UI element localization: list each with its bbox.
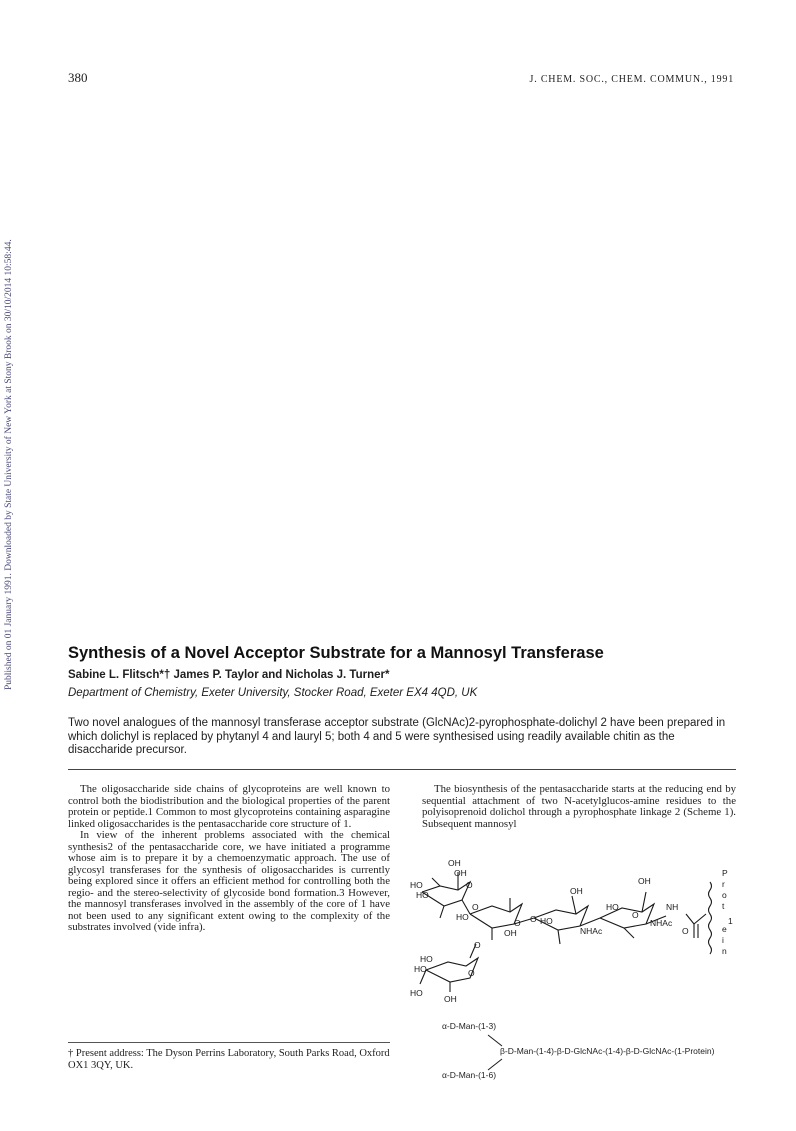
label-nhac: NHAc <box>580 926 603 936</box>
label-o: O <box>468 968 475 978</box>
protein-label <box>722 868 728 956</box>
page-number: 380 <box>68 70 88 85</box>
article-authors: Sabine L. Flitsch*† James P. Taylor and Nicholas J. Turner* <box>68 669 390 681</box>
article-abstract: Two novel analogues of the mannosyl transferase acceptor substrate (GlcNAc)2-pyrophosphate-dolichyl 2 have been prepared in which dolichyl is replaced by phytanyl 4 and lauryl 5; both 4 and 5 were synthesised using readily available chitin as the disaccharide precursor. <box>68 717 726 756</box>
label-oh: OH <box>454 868 467 878</box>
label-nhac: NHAc <box>650 918 673 928</box>
label-ho: HO <box>456 912 469 922</box>
label-ho: HO <box>410 880 423 890</box>
label-ho: HO <box>540 916 553 926</box>
label-ho: HO <box>420 954 433 964</box>
scheme-structure <box>410 852 740 1017</box>
label-oh: OH <box>638 876 651 886</box>
download-notice: Published on 01 January 1991. Downloaded by State University of New York at Stony Brook on 30/10/2014 10:58:44. <box>4 239 14 690</box>
label-oh: OH <box>448 858 461 868</box>
footnote: † Present address: The Dyson Perrins Laboratory, South Parks Road, Oxford OX1 3QY, UK. <box>68 1048 390 1071</box>
right-column <box>422 784 736 830</box>
label-oh: OH <box>444 994 457 1004</box>
label-o: O <box>466 880 473 890</box>
sequence-line-2: β-D-Man-(1-4)-β-D-GlcNAc-(1-4)-β-D-GlcNAc-(1-Protein) <box>500 1046 715 1056</box>
body-paragraph: In view of the inherent problems associated with the chemical synthesis2 of the pentasaccharide core, we have initiated a programme whose aim is to prepare it by a chemoenzymatic approach. The use of glycosyl transferases for the synthesis of oligosaccharides is currently being explored since it offers an efficient method for controlling both the regio- and the stereo-selectivity of glycoside bond formation.3 However, the mannosyl transferases involved in the assembly of the core of 1 have not been used to any significant extent owing to the complexity of the substrates involved (vide infra). <box>68 829 390 933</box>
sequence-line-1: α-D-Man-(1-3) <box>442 1021 497 1031</box>
compound-number: 1 <box>728 916 733 926</box>
protein-letter: e <box>722 924 727 934</box>
label-o: O <box>632 910 639 920</box>
label-o: O <box>474 940 481 950</box>
label-o: O <box>472 902 479 912</box>
label-oh: OH <box>504 928 517 938</box>
article-title: Synthesis of a Novel Acceptor Substrate for a Mannosyl Transferase <box>68 644 604 662</box>
abstract-divider <box>68 769 736 770</box>
pentasaccharide-structure-diagram <box>410 852 740 1012</box>
body-paragraph: The biosynthesis of the pentasaccharide starts at the reducing end by sequential attachment of two N-acetylglucos-amine residues to the polyisoprenoid dolichol through a pyrophosphate linkage 2 (Scheme 1). Subsequent mannosyl <box>422 783 736 830</box>
label-o: O <box>530 914 537 924</box>
protein-letter: i <box>722 935 724 945</box>
protein-letter: n <box>722 946 727 956</box>
label-ho: HO <box>606 902 619 912</box>
protein-letter: t <box>722 901 725 911</box>
footnote-divider <box>68 1042 390 1043</box>
label-o: O <box>682 926 689 936</box>
protein-letter: P <box>722 868 728 878</box>
protein-letter: r <box>722 879 725 889</box>
journal-header: J. CHEM. SOC., CHEM. COMMUN., 1991 <box>529 74 734 85</box>
label-ho: HO <box>410 988 423 998</box>
label-o: O <box>514 918 521 928</box>
body-paragraph: The oligosaccharide side chains of glycoproteins are well known to control both the biodistribution and the biological properties of the parent protein or peptide.1 Common to most glycoproteins containing asparagine linked oligosaccharides is the pentasaccharide core structure of 1. <box>68 783 390 830</box>
label-ho: HO <box>414 964 427 974</box>
label-ho: HO <box>416 890 429 900</box>
label-nh: NH <box>666 902 679 912</box>
left-column <box>68 784 390 934</box>
article-affiliation: Department of Chemistry, Exeter University, Stocker Road, Exeter EX4 4QD, UK <box>68 687 478 699</box>
sequence-line-3: α-D-Man-(1-6) <box>442 1070 497 1080</box>
protein-letter: o <box>722 890 727 900</box>
ring-bonds <box>420 872 712 992</box>
label-oh: OH <box>570 886 583 896</box>
